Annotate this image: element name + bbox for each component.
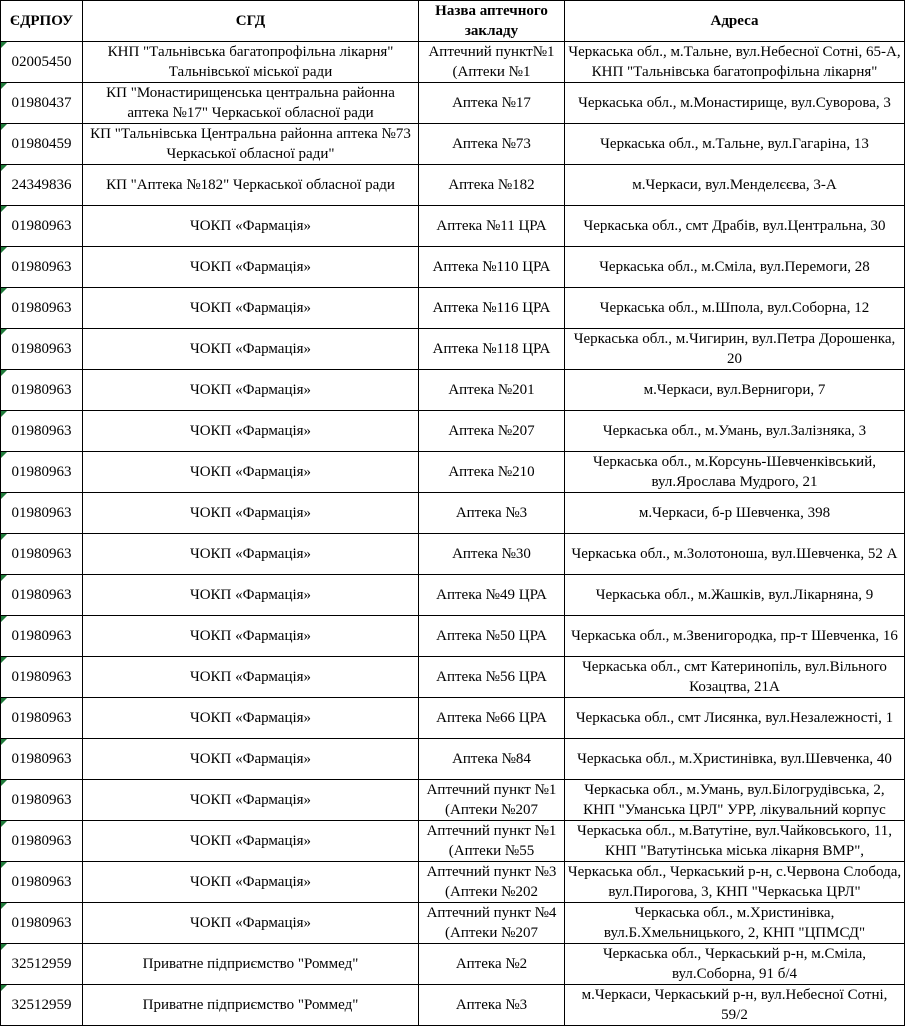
address-cell[interactable]: Черкаська обл., м.Золотоноша, вул.Шевченка, 52 А	[565, 534, 905, 575]
address-cell[interactable]: Черкаська обл., м.Чигирин, вул.Петра Дорошенка, 20	[565, 329, 905, 370]
table-row	[1, 165, 905, 206]
org-cell[interactable]: ЧОКП «Фармація»	[83, 575, 419, 616]
table-body	[1, 42, 905, 1026]
org-cell[interactable]: Приватне підприємство "Роммед"	[83, 985, 419, 1026]
org-cell[interactable]: ЧОКП «Фармація»	[83, 616, 419, 657]
org-cell[interactable]: ЧОКП «Фармація»	[83, 493, 419, 534]
header-row	[1, 1, 905, 42]
table-row	[1, 985, 905, 1026]
name-cell[interactable]: Аптека №3	[419, 985, 565, 1026]
address-cell[interactable]: Черкаська обл., смт Катеринопіль, вул.Вільного Козацтва, 21А	[565, 657, 905, 698]
table-row	[1, 206, 905, 247]
org-cell[interactable]: ЧОКП «Фармація»	[83, 206, 419, 247]
org-cell[interactable]: КП "Монастирищенська центральна районна аптека №17" Черкаської обласної ради	[83, 83, 419, 124]
name-cell[interactable]: Аптека №50 ЦРА	[419, 616, 565, 657]
table-row	[1, 698, 905, 739]
name-cell[interactable]: Аптека №201	[419, 370, 565, 411]
name-cell[interactable]: Аптека №73	[419, 124, 565, 165]
table-row	[1, 780, 905, 821]
code-cell[interactable]: 01980963	[1, 657, 83, 698]
org-cell[interactable]: ЧОКП «Фармація»	[83, 739, 419, 780]
header-name[interactable]: Назва аптечного закладу	[419, 1, 565, 42]
org-cell[interactable]: ЧОКП «Фармація»	[83, 821, 419, 862]
code-cell[interactable]: 01980963	[1, 698, 83, 739]
org-cell[interactable]: ЧОКП «Фармація»	[83, 288, 419, 329]
address-cell[interactable]: Черкаська обл., м.Монастирище, вул.Суворова, 3	[565, 83, 905, 124]
table-row	[1, 616, 905, 657]
code-cell[interactable]: 02005450	[1, 42, 83, 83]
table-row	[1, 288, 905, 329]
name-cell[interactable]: Аптечний пункт№1 (Аптеки №1	[419, 42, 565, 83]
address-cell[interactable]: Черкаська обл., м.Корсунь-Шевченківський, вул.Ярослава Мудрого, 21	[565, 452, 905, 493]
address-cell[interactable]: Черкаська обл., м.Звенигородка, пр-т Шевченка, 16	[565, 616, 905, 657]
table-row	[1, 657, 905, 698]
code-cell[interactable]: 01980963	[1, 493, 83, 534]
org-cell[interactable]: ЧОКП «Фармація»	[83, 657, 419, 698]
org-cell[interactable]: ЧОКП «Фармація»	[83, 452, 419, 493]
header-org[interactable]: СГД	[83, 1, 419, 42]
code-cell[interactable]: 01980963	[1, 247, 83, 288]
org-cell[interactable]: КП "Тальнівська Центральна районна аптека №73 Черкаської обласної ради"	[83, 124, 419, 165]
name-cell[interactable]: Аптека №182	[419, 165, 565, 206]
table-row	[1, 944, 905, 985]
name-cell[interactable]: Аптека №30	[419, 534, 565, 575]
name-cell[interactable]: Аптека №110 ЦРА	[419, 247, 565, 288]
code-cell[interactable]: 01980963	[1, 821, 83, 862]
code-cell[interactable]: 01980963	[1, 862, 83, 903]
code-cell[interactable]: 01980459	[1, 124, 83, 165]
table-row	[1, 575, 905, 616]
table-row	[1, 821, 905, 862]
address-cell[interactable]: Черкаська обл., м.Жашків, вул.Лікарняна, 9	[565, 575, 905, 616]
name-cell[interactable]: Аптека №116 ЦРА	[419, 288, 565, 329]
name-cell[interactable]: Аптечний пункт №1 (Аптеки №207	[419, 780, 565, 821]
org-cell[interactable]: ЧОКП «Фармація»	[83, 780, 419, 821]
header-address[interactable]: Адреса	[565, 1, 905, 42]
code-cell[interactable]: 01980963	[1, 739, 83, 780]
name-cell[interactable]: Аптека №3	[419, 493, 565, 534]
code-cell[interactable]: 01980963	[1, 780, 83, 821]
address-cell[interactable]: Черкаська обл., Черкаський р-н, с.Червона Слобода, вул.Пирогова, 3, КНП "Черкаська ЦРЛ"	[565, 862, 905, 903]
table-row	[1, 42, 905, 83]
org-cell[interactable]: ЧОКП «Фармація»	[83, 534, 419, 575]
name-cell[interactable]: Аптека №118 ЦРА	[419, 329, 565, 370]
org-cell[interactable]: КНП "Тальнівська багатопрофільна лікарня" Тальнівської міської ради	[83, 42, 419, 83]
table-row	[1, 903, 905, 944]
code-cell[interactable]: 32512959	[1, 985, 83, 1026]
org-cell[interactable]: ЧОКП «Фармація»	[83, 411, 419, 452]
name-cell[interactable]: Аптека №84	[419, 739, 565, 780]
table-row	[1, 124, 905, 165]
org-cell[interactable]: ЧОКП «Фармація»	[83, 370, 419, 411]
org-cell[interactable]: ЧОКП «Фармація»	[83, 903, 419, 944]
address-cell[interactable]: Черкаська обл., м.Умань, вул.Білогрудівська, 2, КНП "Уманська ЦРЛ" УРР, лікувальний корпус	[565, 780, 905, 821]
name-cell[interactable]: Аптека №210	[419, 452, 565, 493]
table-row	[1, 370, 905, 411]
name-cell[interactable]: Аптечний пункт №1 (Аптеки №55	[419, 821, 565, 862]
name-cell[interactable]: Аптечний пункт №4 (Аптеки №207	[419, 903, 565, 944]
address-cell[interactable]: Черкаська обл., м.Христинівка, вул.Шевченка, 40	[565, 739, 905, 780]
name-cell[interactable]: Аптека №56 ЦРА	[419, 657, 565, 698]
address-cell[interactable]: Черкаська обл., м.Христинівка, вул.Б.Хмельницького, 2, КНП "ЦПМСД"	[565, 903, 905, 944]
org-cell[interactable]: КП "Аптека №182" Черкаської обласної ради	[83, 165, 419, 206]
table-row	[1, 411, 905, 452]
name-cell[interactable]: Аптека №17	[419, 83, 565, 124]
address-cell[interactable]: Черкаська обл., смт Драбів, вул.Центральна, 30	[565, 206, 905, 247]
org-cell[interactable]: ЧОКП «Фармація»	[83, 862, 419, 903]
name-cell[interactable]: Аптечний пункт №3 (Аптеки №202	[419, 862, 565, 903]
name-cell[interactable]: Аптека №11 ЦРА	[419, 206, 565, 247]
table-row	[1, 862, 905, 903]
table-row	[1, 739, 905, 780]
address-cell[interactable]: Черкаська обл., м.Тальне, вул.Небесної Сотні, 65-А, КНП "Тальнівська багатопрофільна лікарня"	[565, 42, 905, 83]
address-cell[interactable]: Черкаська обл., м.Сміла, вул.Перемоги, 28	[565, 247, 905, 288]
org-cell[interactable]: ЧОКП «Фармація»	[83, 247, 419, 288]
address-cell[interactable]: м.Черкаси, б-р Шевченка, 398	[565, 493, 905, 534]
name-cell[interactable]: Аптека №49 ЦРА	[419, 575, 565, 616]
code-cell[interactable]: 01980963	[1, 534, 83, 575]
org-cell[interactable]: ЧОКП «Фармація»	[83, 329, 419, 370]
org-cell[interactable]: ЧОКП «Фармація»	[83, 698, 419, 739]
code-cell[interactable]: 01980963	[1, 288, 83, 329]
table-row	[1, 493, 905, 534]
table-row	[1, 452, 905, 493]
address-cell[interactable]: Черкаська обл., м.Ватутіне, вул.Чайковського, 11, КНП "Ватутінська міська лікарня ВМР",	[565, 821, 905, 862]
code-cell[interactable]: 01980963	[1, 903, 83, 944]
table-row	[1, 329, 905, 370]
address-cell[interactable]: м.Черкаси, вул.Вернигори, 7	[565, 370, 905, 411]
address-cell[interactable]: м.Черкаси, Черкаський р-н, вул.Небесної Сотні, 59/2	[565, 985, 905, 1026]
name-cell[interactable]: Аптека №207	[419, 411, 565, 452]
address-cell[interactable]: м.Черкаси, вул.Менделєєва, 3-А	[565, 165, 905, 206]
table-row	[1, 83, 905, 124]
address-cell[interactable]: Черкаська обл., Черкаський р-н, м.Сміла, вул.Соборна, 91 б/4	[565, 944, 905, 985]
code-cell[interactable]: 01980437	[1, 83, 83, 124]
code-cell[interactable]: 01980963	[1, 411, 83, 452]
address-cell[interactable]: Черкаська обл., м.Умань, вул.Залізняка, 3	[565, 411, 905, 452]
code-cell[interactable]: 01980963	[1, 616, 83, 657]
address-cell[interactable]: Черкаська обл., м.Шпола, вул.Соборна, 12	[565, 288, 905, 329]
org-cell[interactable]: Приватне підприємство "Роммед"	[83, 944, 419, 985]
code-cell[interactable]: 01980963	[1, 329, 83, 370]
header-code[interactable]: ЄДРПОУ	[1, 1, 83, 42]
name-cell[interactable]: Аптека №2	[419, 944, 565, 985]
code-cell[interactable]: 32512959	[1, 944, 83, 985]
address-cell[interactable]: Черкаська обл., м.Тальне, вул.Гагаріна, 13	[565, 124, 905, 165]
name-cell[interactable]: Аптека №66 ЦРА	[419, 698, 565, 739]
table-row	[1, 247, 905, 288]
code-cell[interactable]: 24349836	[1, 165, 83, 206]
code-cell[interactable]: 01980963	[1, 575, 83, 616]
code-cell[interactable]: 01980963	[1, 370, 83, 411]
code-cell[interactable]: 01980963	[1, 206, 83, 247]
code-cell[interactable]: 01980963	[1, 452, 83, 493]
address-cell[interactable]: Черкаська обл., смт Лисянка, вул.Незалежності, 1	[565, 698, 905, 739]
table-row	[1, 534, 905, 575]
